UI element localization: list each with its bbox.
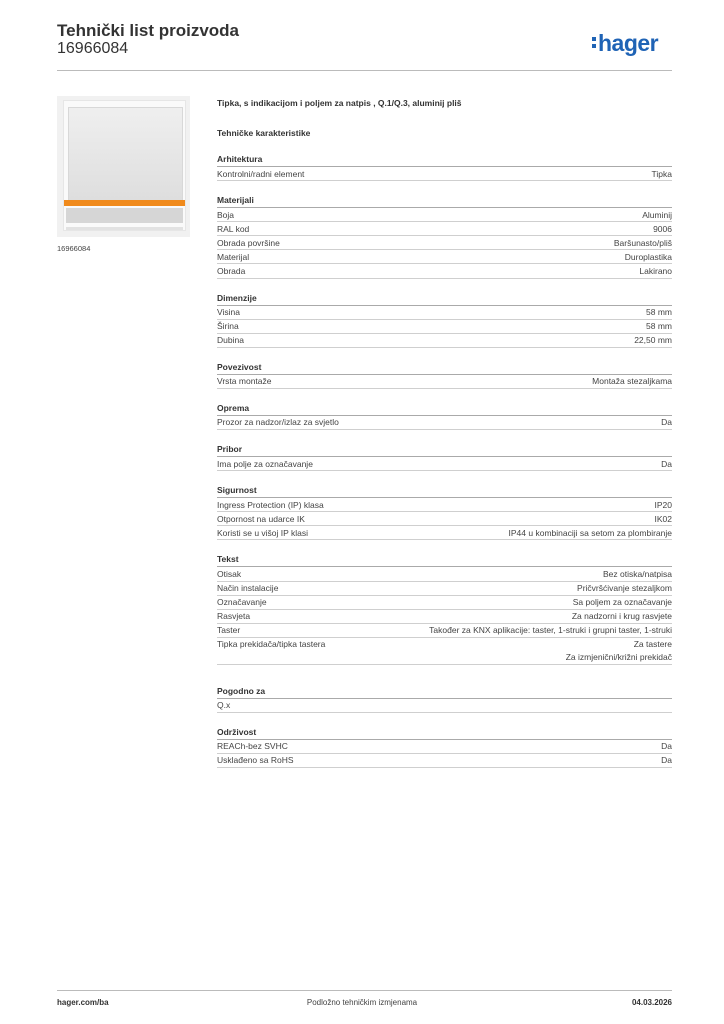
- spec-label: Ima polje za označavanje: [217, 458, 313, 469]
- spec-row: [217, 208, 672, 222]
- spec-value: [509, 527, 672, 540]
- spec-row: [217, 416, 672, 430]
- spec-section: [217, 443, 672, 471]
- spec-value-line: Za tastere: [633, 639, 672, 650]
- spec-row: [217, 250, 672, 264]
- spec-label: REACh-bez SVHC: [217, 741, 288, 752]
- spec-value-line: Sa poljem za označavanje: [572, 597, 672, 608]
- label-field: [66, 208, 183, 223]
- spec-section: [217, 484, 672, 540]
- product-code: 16966084: [57, 40, 129, 57]
- spec-label: Ingress Protection (IP) klasa: [217, 499, 324, 510]
- spec-label: Rasvjeta: [217, 611, 251, 622]
- spec-label: Način instalacije: [217, 583, 279, 593]
- spec-section: [217, 685, 672, 713]
- spec-label: Otisak: [217, 568, 242, 579]
- spec-row: [217, 754, 672, 768]
- footer-website: hager.com/ba: [57, 998, 109, 1007]
- spec-section: [217, 153, 672, 181]
- spec-row: [217, 610, 672, 624]
- spec-label: Tipka prekidača/tipka tastera: [217, 639, 326, 650]
- spec-value: [634, 334, 672, 347]
- spec-row: [217, 306, 672, 320]
- spec-section: [217, 292, 672, 348]
- spec-value-line: Lakirano: [639, 265, 672, 276]
- spec-value: [653, 223, 672, 236]
- spec-row: [217, 740, 672, 754]
- spec-value: [642, 209, 672, 222]
- footer-divider: [57, 990, 672, 991]
- section-title: Tekst: [217, 553, 672, 567]
- spec-value: [655, 499, 673, 512]
- spec-value-line: Aluminij: [642, 209, 672, 220]
- footer-note: Podložno tehničkim izmjenama: [306, 998, 418, 1007]
- spec-row: [217, 624, 672, 638]
- spec-section: [217, 726, 672, 768]
- spec-value: [603, 568, 672, 581]
- spec-value: [592, 375, 672, 388]
- spec-row: [217, 582, 672, 596]
- spec-section: [217, 553, 672, 664]
- spec-row: [217, 699, 672, 713]
- spec-value-line: Bez otiska/natpisa: [603, 568, 672, 579]
- spec-value-line: Duroplastika: [624, 251, 672, 262]
- spec-row: [217, 236, 672, 250]
- section-title: Materijali: [217, 194, 672, 208]
- spec-value: [572, 610, 672, 623]
- spec-value-line: Da: [661, 755, 672, 766]
- spec-value-line: Baršunasto/pliš: [613, 237, 672, 248]
- logo-dots-icon: [592, 34, 596, 51]
- spec-value-line: Da: [661, 458, 672, 469]
- spec-label: Označavanje: [217, 597, 267, 608]
- spec-value: [652, 168, 672, 181]
- spec-value: [661, 416, 672, 429]
- spec-value: [646, 306, 672, 319]
- spec-value-line: Tipka: [651, 168, 672, 179]
- section-title: Arhitektura: [217, 153, 672, 167]
- spec-value-line: Montaža stezaljkama: [592, 376, 672, 387]
- section-title: Oprema: [217, 402, 672, 416]
- spec-value-line: IP20: [654, 499, 672, 510]
- spec-value: [614, 237, 672, 250]
- spec-value: [625, 251, 672, 264]
- spec-value-line: Da: [661, 741, 672, 752]
- spec-label: Taster: [217, 625, 241, 636]
- spec-value-line: Pričvršćivanje stezaljkom: [577, 583, 672, 593]
- spec-row: [217, 222, 672, 236]
- spec-row: [217, 498, 672, 512]
- image-caption: 16966084: [57, 244, 91, 253]
- spec-label: Visina: [217, 307, 240, 318]
- spec-row: [217, 375, 672, 389]
- tech-heading: Tehničke karakteristike: [217, 128, 311, 138]
- page-title: Tehnički list proizvoda: [57, 21, 239, 40]
- logo-text: hager: [598, 30, 659, 56]
- button-face: [68, 107, 183, 201]
- spec-row: [217, 638, 672, 665]
- spec-label: Dubina: [217, 335, 244, 346]
- spec-value-line: 58 mm: [646, 307, 672, 318]
- spec-label: Širina: [217, 321, 239, 332]
- spec-section: [217, 194, 672, 278]
- plate-bottom-edge: [66, 227, 183, 230]
- spec-value-line: 9006: [653, 223, 672, 234]
- section-title: Pribor: [217, 443, 672, 457]
- spec-value-line: IP44 u kombinaciji sa setom za plombiranje: [508, 527, 672, 538]
- spec-value-line: Za nadzorni i krug rasvjete: [571, 611, 672, 622]
- spec-label: RAL kod: [217, 223, 250, 234]
- section-title: Povezivost: [217, 361, 672, 375]
- spec-value: [661, 740, 672, 753]
- spec-section: [217, 402, 672, 430]
- spec-value: [573, 596, 672, 609]
- spec-row: [217, 264, 672, 278]
- push-button-plate: [63, 100, 186, 231]
- spec-label: Vrsta montaže: [217, 376, 272, 387]
- spec-row: [217, 457, 672, 471]
- section-title: Pogodno za: [217, 685, 672, 699]
- spec-value: [639, 265, 672, 278]
- spec-label: Otpornost na udarce IK: [217, 513, 305, 524]
- section-title: Dimenzije: [217, 292, 672, 306]
- spec-value-line: 58 mm: [646, 321, 672, 332]
- spec-value-line: Također za KNX aplikacije: taster, 1-struki i grupni taster, 1-struki: [429, 625, 672, 636]
- spec-label: Koristi se u višoj IP klasi: [217, 527, 309, 538]
- spec-label: Obrada površine: [217, 237, 280, 248]
- footer-date: 04.03.2026: [631, 998, 672, 1007]
- spec-row: [217, 334, 672, 348]
- spec-value: [646, 320, 672, 333]
- spec-row: [217, 512, 672, 526]
- spec-value-line: Da: [661, 417, 672, 428]
- spec-label: Obrada: [217, 265, 246, 276]
- spec-label: Boja: [217, 209, 235, 220]
- product-image: [57, 96, 190, 237]
- spec-value: [577, 582, 672, 595]
- orange-indicator-strip: [64, 200, 185, 206]
- spec-label: Prozor za nadzor/izlaz za svjetlo: [217, 417, 339, 428]
- spec-label: Q.x: [217, 700, 231, 711]
- spec-value: [429, 624, 672, 637]
- section-title: Sigurnost: [217, 484, 672, 498]
- spec-row: [217, 320, 672, 334]
- spec-row: [217, 596, 672, 610]
- spec-row: [217, 567, 672, 581]
- spec-row: [217, 167, 672, 181]
- specification-table: [217, 96, 672, 768]
- spec-value: [661, 458, 672, 471]
- spec-value-line: IK02: [654, 513, 672, 524]
- spec-row: [217, 526, 672, 540]
- document-title: Tipka, s indikacijom i poljem za natpis , Q.1/Q.3, aluminij pliš: [217, 98, 462, 108]
- spec-value-line: 22,50 mm: [634, 335, 672, 346]
- spec-value: [566, 638, 672, 663]
- spec-label: Usklađeno sa RoHS: [217, 755, 294, 766]
- spec-value: [661, 754, 672, 767]
- spec-sections: [217, 153, 672, 768]
- spec-value: [655, 513, 673, 526]
- spec-label: Kontrolni/radni element: [217, 168, 305, 179]
- spec-section: [217, 361, 672, 389]
- spec-label: Materijal: [217, 251, 250, 262]
- section-title: Održivost: [217, 726, 672, 740]
- spec-value-line: Za izmjenični/križni prekidač: [565, 651, 672, 662]
- header-divider: [57, 70, 672, 71]
- hager-logo: [592, 30, 658, 57]
